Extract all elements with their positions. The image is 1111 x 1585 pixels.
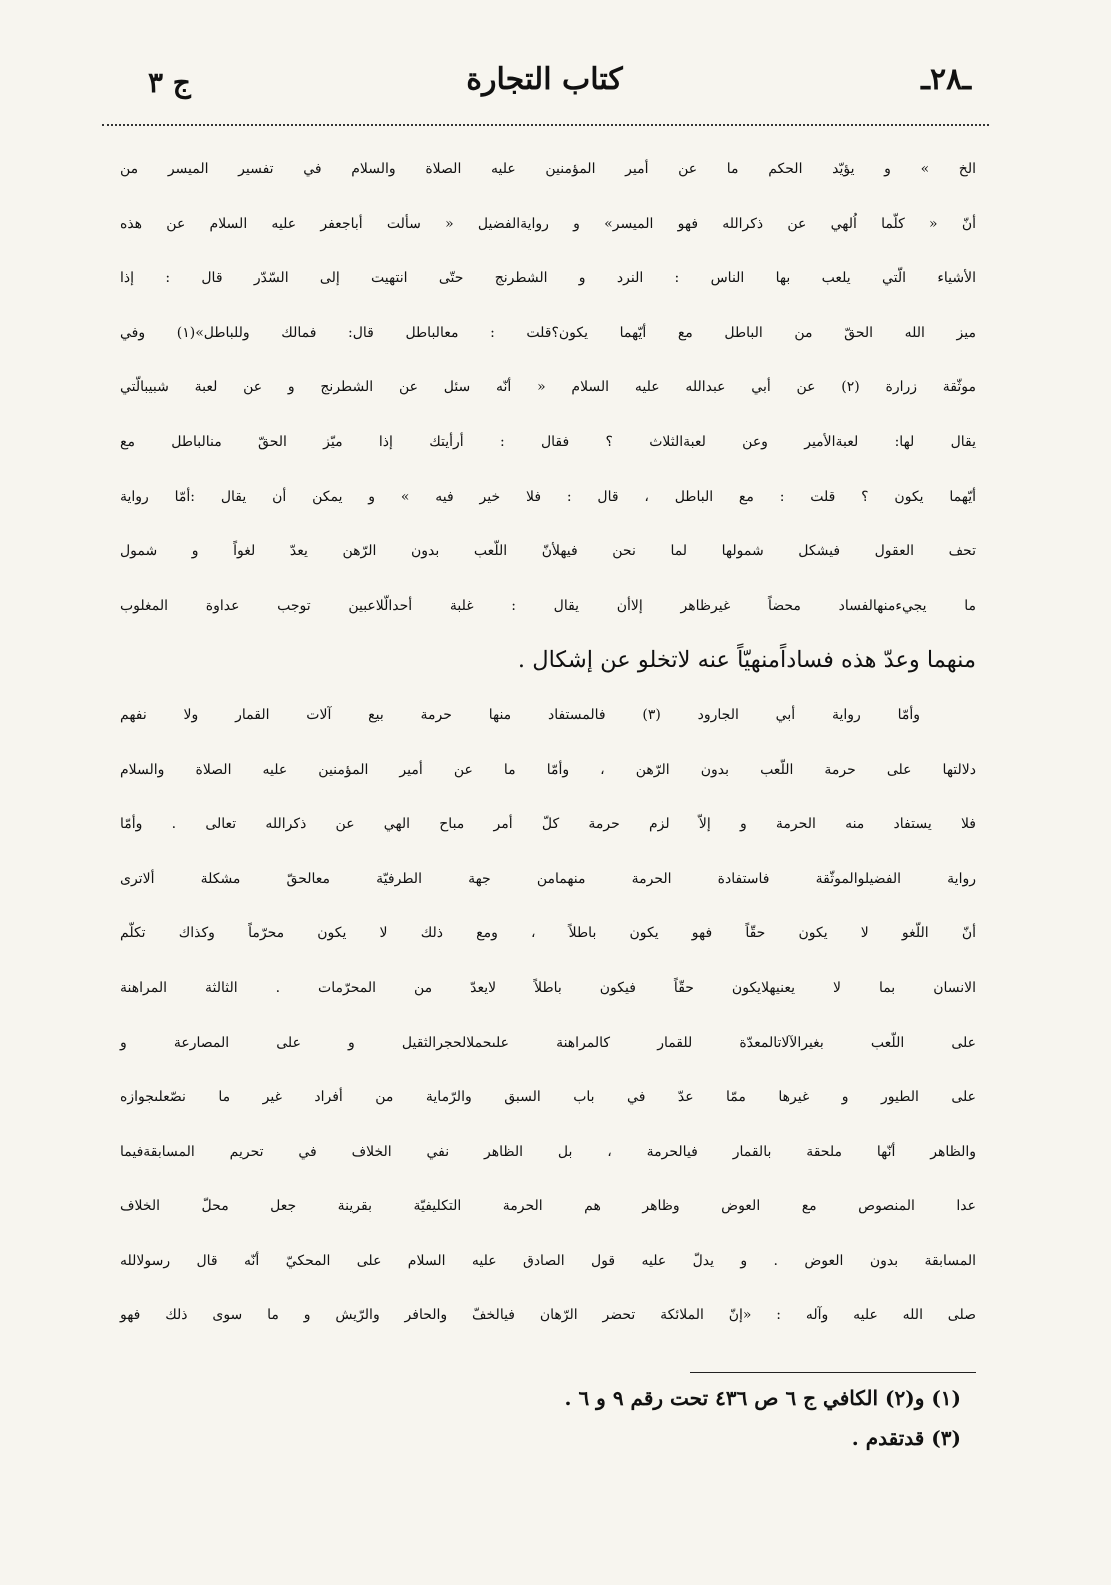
- text-line: موثّقة زرارة (٢) عن أبي عبدالله عليه السلام « أنّه سئل عن الشطرنج و عن لعبة شبيبالّتي: [120, 379, 976, 396]
- text-line: يقال لها: لعبةالأمير وعن لعبةالثلاث ؟ فقال : أرأيتك إذا ميّز الحقّ منالباطل مع: [120, 433, 976, 450]
- main-text: [120, 142, 976, 1343]
- text-line: أيّهما يكون ؟ قلت : مع الباطل ، قال : فلا خير فيه » و يمكن أن يقال :أمّا رواية: [120, 488, 976, 505]
- text-line: أنّ اللّغو لا يكون حقّاً فهو يكون باطلاً ، ومع ذلك لا يكون محرّماً وكذاك تكلّم: [120, 925, 977, 942]
- header-divider: [102, 124, 989, 126]
- footnote: (١) و(٢) الكافي ج ٦ ص ٤٣٦ تحت رقم ٩ و ٦ .: [564, 1386, 961, 1410]
- page-header: [118, 62, 971, 112]
- text-line: والظاهر أنّها ملحقة بالقمار فيالحرمة ، بل الظاهر نفي الخلاف في تحريم المسابقةفيما: [120, 1143, 976, 1160]
- text-line: أنّ « كلّما اُلهي عن ذكرالله فهو الميسر» و روايةالفضيل « سألت أباجعفر عليه السلام عن هذه: [120, 215, 976, 232]
- text-line: وأمّا رواية أبي الجارود (٣) فالمستفاد منها حرمة بيع آلات القمار ولا نفهم: [120, 706, 920, 723]
- text-line: رواية الفضيلوالموثّقة فاستفادة الحرمة منهمامن جهة الطرفيّة معالحقّ مشكلة ألاترى: [120, 870, 976, 887]
- footnote: (٣) قدتقدم .: [851, 1426, 961, 1450]
- text-line: المسابقة بدون العوض . و يدلّ عليه قول الصادق عليه السلام على المحكيّ أنّه قال رسولالله: [120, 1252, 976, 1269]
- text-line: الأشياء الّتي يلعب بها الناس : النرد و الشطرنج حتّى انتهيت إلى السّدّر قال : إذا: [120, 270, 976, 287]
- page-number: ـ٢٨ـ: [921, 62, 971, 97]
- volume-label: ج ٣: [148, 66, 191, 99]
- text-line: عدا المنصوص مع العوض وظاهر هم الحرمة التكليفيّة بقرينة جعل محلّ الخلاف: [120, 1198, 976, 1215]
- footnote-divider: [690, 1372, 976, 1373]
- text-line: فلا يستفاد منه الحرمة و إلاّ لزم حرمة كلّ أمر مباح الهي عن ذكرالله تعالى . وأمّا: [120, 816, 976, 833]
- text-line: منهما وعدّ هذه فساداًمنهيّاً عنه لاتخلو عن إشكال .: [517, 647, 976, 674]
- text-line: على الطيور و غيرها ممّا عدّ في باب السبق والرّماية من أفراد غير ما نصّعلىجوازه: [120, 1089, 976, 1106]
- text-line: الخ » و يؤيّد الحكم ما عن أمير المؤمنين عليه الصلاة والسلام في تفسير الميسر من: [120, 161, 976, 177]
- text-line: تحف العقول فيشكل شمولها لما نحن فيهلأنّ اللّعب بدون الرّهن يعدّ لغواً و شمول: [120, 543, 976, 560]
- text-line: الانسان بما لا يعنيهلايكون حقّاً فيكون باطلاً لايعدّ من المحرّمات . الثالثة المراهنة: [120, 979, 976, 996]
- text-line: ميز الله الحقّ من الباطل مع أيّهما يكون؟قلت : معالباطل قال: فمالك وللباطل»(١) وفي: [120, 324, 976, 341]
- text-line: على اللّعب بغيرالآلاتالمعدّة للقمار كالمراهنة علىحملالحجرالثقيل و على المصارعة و: [120, 1034, 976, 1051]
- text-line: ما يجيءمنهالفساد محضاً غيرظاهر إلاأن يقال : غلبة أحدالّلاعبين توجب عداوة المغلوب: [120, 597, 976, 614]
- running-title: كتاب التجارة: [466, 62, 623, 97]
- text-line: صلى الله عليه وآله : «إنّ الملائكة تحضر الرّهان فيالخفّ والحافر والرّيش و ما سوى ذلك فهو: [120, 1307, 976, 1324]
- footnotes: [300, 1378, 961, 1458]
- text-line: دلالتها على حرمة اللّعب بدون الرّهن ، وأمّا ما عن أمير المؤمنين عليه الصلاة والسلام: [120, 761, 976, 778]
